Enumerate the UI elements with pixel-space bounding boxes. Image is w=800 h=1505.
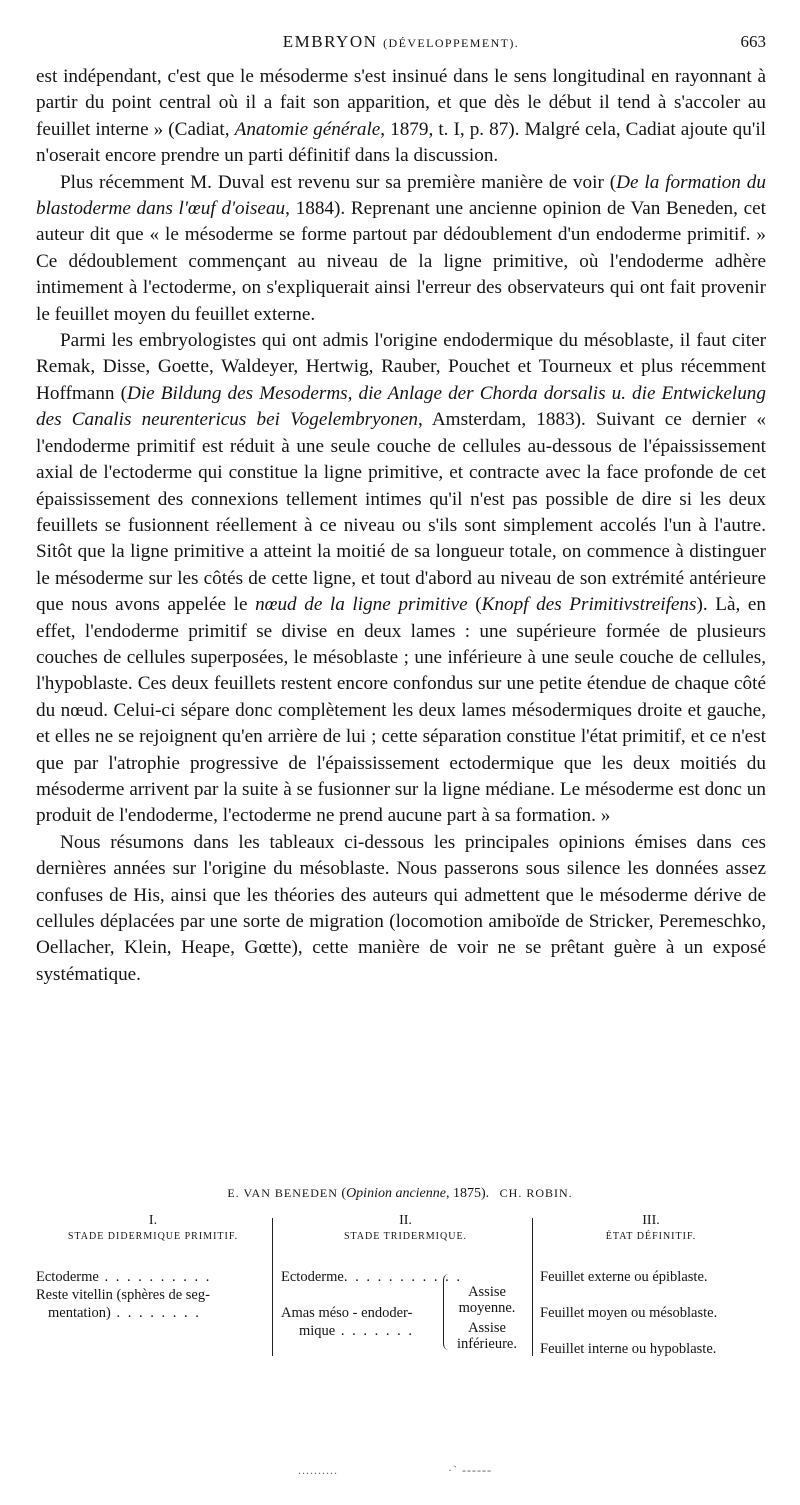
development-table [36,1212,766,1358]
assise-line: Assise [468,1320,506,1336]
paragraph [36,170,766,328]
text-run: Parmi les embryologistes qui ont admis l'origine endodermique du mésoblaste, il faut citer Remak, Disse, Goette, Waldeyer, Hertwig, Rauber, Pouchet et Tourneux et plus récemment Hoffmann ( [36,330,766,404]
table-caption: E. VAN BENEDEN (Opinion ancienne, 1875). CH. ROBIN. [227,1186,573,1201]
column-divider [532,1218,533,1356]
table-caption-author: E. VAN BENEDEN [227,1186,338,1200]
table-caption-opinion: Opinion ancienne, [346,1186,450,1201]
italic-title: Anatomie générale [234,118,381,140]
cell-text: Ectoderme [36,1269,99,1285]
running-header [36,32,766,56]
table-cell [36,1268,270,1286]
table-caption-other: CH. ROBIN. [499,1186,573,1200]
paragraph [36,64,766,170]
italic-title: Die Bildung des Mesoderms, die Anlage der Chorda dorsalis u. die Entwickelung des Canalis neurentericus bei Vogelembryonen [36,382,766,431]
column-divider [272,1218,273,1356]
cell-text: mique [299,1323,336,1339]
leader-dots: . . . . . . . [335,1323,414,1339]
text-run: , Amsterdam, 1883). Suivant ce dernier « l'endoderme primitif est réduit à une seule couche de cellules au-dessous de l'épaississement axial de l'ectoderme qui constitue la ligne primitive, et contracte avec la face profonde de cet épaississement des connexions tellement intimes qu'il n'est pas possible de dire si les deux feuillets se fusionnent réellement à ce niveau ou s'ils sont simplement accolés l'un à l'autre. Sitôt que la ligne primitive a atteint la moitié de sa longueur totale, on commence à distinguer le mésoderme sur les côtés de cette ligne, et tout d'abord au niveau de son extrémité antérieure que nous avons appelée le [36,409,766,616]
column-heading: STADE DIDERMIQUE PRIMITIF. [67,1231,239,1242]
header-title [36,32,766,52]
text-run: Plus récemment M. Duval est revenu sur sa première manière de voir ( [60,171,617,193]
table-column-2 [281,1212,530,1358]
paragraph [36,830,766,988]
table-cell: Amas méso - endoder- [281,1305,413,1321]
body-text [36,64,766,988]
assise-line: moyenne. [458,1300,516,1316]
cell-text: Ectoderme [281,1269,344,1285]
footer-mark-right: ·ˋ ------ [448,1463,492,1477]
leader-dots: . . . . . . . . . . . [343,1269,462,1285]
text-run: ( [467,594,482,616]
text-run: , 1879, t. I, p. 87). Malgré cela, Cadiat ajoute qu'il n'oserait encore prendre un parti définitif dans la discussion. [36,118,766,167]
text-run: , 1884). Reprenant une ancienne opinion de Van Beneden, cet auteur dit que « le mésoderme se forme partout par dédoublement d'un endoderme primitif. » Ce dédoublement commençant au niveau de la ligne primitive, où l'endoderme adhère intimement à l'ectoderme, on s'expliquerait ainsi l'erreur des observateurs qui ont fait provenir le feuillet moyen du feuillet externe. [36,198,766,325]
leader-dots: . . . . . . . . . . [98,1269,212,1285]
italic-title: Knopf des Primitivstreifens [481,594,697,616]
column-numeral: III. [642,1213,660,1228]
column-numeral: II. [399,1213,412,1228]
paragraph [36,328,766,830]
leader-dots: . . . . . . . . [110,1305,201,1321]
header-title-sub: (DÉVELOPPEMENT). [383,36,520,50]
column-heading: STADE TRIDERMIQUE. [343,1231,468,1242]
footer-mark-left: .......... [298,1463,338,1477]
column-heading: ÉTAT DÉFINITIF. [605,1231,697,1242]
page-number: 663 [740,32,766,51]
assise-label [451,1284,523,1316]
column-numeral: I. [148,1213,158,1228]
table-cell: Feuillet externe ou épiblaste. [540,1269,708,1285]
assise-line: inférieure. [457,1336,517,1352]
table-cell: Reste vitellin (sphères de seg- [36,1287,210,1303]
table-cell: Feuillet interne ou hypoblaste. [540,1341,717,1357]
table-column-1 [36,1212,270,1358]
italic-title: nœud de la ligne primitive [255,594,468,616]
text-run: est indépendant, c'est que le mésoderme s'est insinué dans le sens longitudinal en rayonnant à partir du point central où il a fait son apparition, et que dès le début il tend à s'accoler au feuillet interne » (Cadiat, [36,66,766,140]
table-column-3 [536,1212,766,1358]
text-run: ). Là, en effet, l'endoderme primitif se divise en deux lames : une supérieure formée de plusieurs couches de cellules superposées, le mésoblaste ; une inférieure à une seule couche de cellules, l'hypoblaste. Ces deux feuillets restent encore confondus sur une petite étendue de chaque côté du nœud. Celui-ci sépare donc complètement les deux lames mésodermiques droite et gauche, et elles ne se rejoignent qu'en arrière de lui ; cette séparation constitue l'état primitif, et ce n'est que par l'atrophie progressive de l'épaississement ectodermique que les deux moitiés du mésoderme arrivent par la suite à se fusionner sur la ligne médiane. Le mésoderme est donc un produit de l'endoderme, l'ectoderme ne prend aucune part à sa formation. » [36,594,766,827]
assise-line: Assise [468,1284,506,1300]
table-caption-year: 1875). [449,1186,490,1201]
header-title-main: EMBRYON [282,32,378,51]
italic-title: De la formation du blastoderme dans l'œuf d'oiseau [36,171,766,220]
text-run: Nous résumons dans les tableaux ci-dessous les principales opinions émises dans ces dernières années sur l'origine du mésoblaste. Nous passerons sous silence les données assez confuses de His, ainsi que les théories des auteurs qui admettent que le mésoderme dérive de cellules déplacées par une sorte de migration (locomotion amiboïde de Stricker, Peremeschko, Oellacher, Klein, Heape, Gœtte), cette manière de voir ne se prêtant guère à un exposé systématique. [36,831,766,985]
assise-label [451,1320,523,1352]
table-cell: Feuillet moyen ou mésoblaste. [540,1305,718,1321]
cell-text: mentation) [48,1305,111,1321]
table-cell [48,1304,270,1322]
